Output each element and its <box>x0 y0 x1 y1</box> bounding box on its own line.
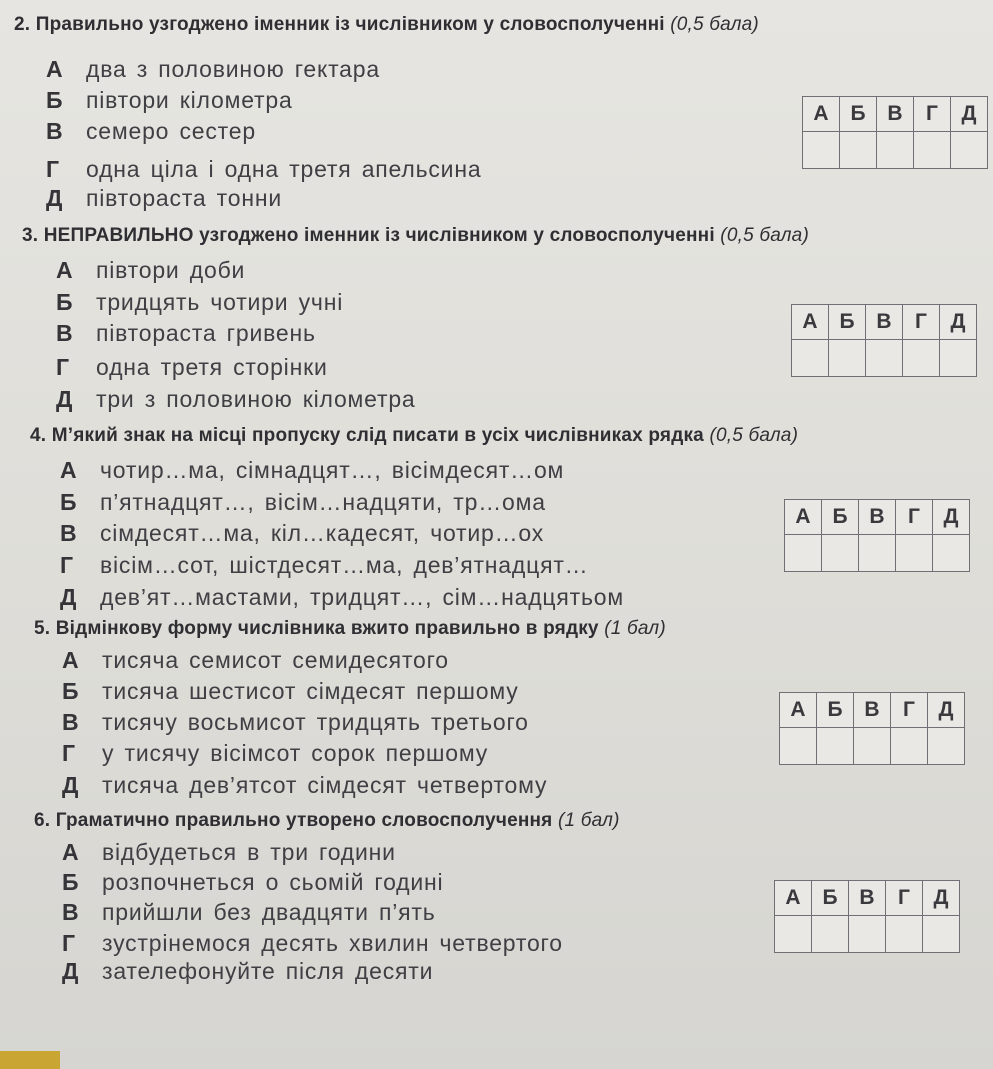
option-b <box>62 869 443 896</box>
option-text: вісім…сот, шістдесят…ма, дев’ятнадцят… <box>100 552 589 578</box>
answer-grid-header <box>785 500 970 535</box>
answer-cell[interactable] <box>951 132 988 169</box>
question-points: (0,5 бала) <box>670 14 759 35</box>
grid-letter: Б <box>840 97 877 132</box>
option-text: семеро сестер <box>86 118 256 144</box>
answer-grid-cells[interactable] <box>785 535 970 572</box>
question-text: Правильно узгоджено іменник із числівником у словосполученні <box>35 14 665 35</box>
option-text: п’ятнадцят…, вісім…надцяти, тр…ома <box>100 489 546 515</box>
question-number: 3. <box>22 225 39 246</box>
option-letter: Г <box>56 354 70 380</box>
question-points: (0,5 бала) <box>709 425 799 446</box>
option-text: півтораста гривень <box>96 320 316 346</box>
option-text: півтори кілометра <box>86 87 293 113</box>
option-a <box>60 457 564 484</box>
answer-cell[interactable] <box>923 916 960 953</box>
grid-letter: Г <box>914 97 951 132</box>
option-text: у тисячу вісімсот сорок першому <box>102 740 489 766</box>
answer-cell[interactable] <box>928 728 965 765</box>
option-letter: А <box>62 839 80 865</box>
option-b <box>62 678 519 705</box>
grid-letter: Б <box>812 881 849 916</box>
answer-cell[interactable] <box>859 535 896 572</box>
option-v <box>46 118 256 145</box>
option-text: сімдесят…ма, кіл…кадесят, чотир…ох <box>100 520 545 546</box>
option-text: тисячу восьмисот тридцять третього <box>102 709 529 735</box>
option-text: три з половиною кілометра <box>96 386 416 412</box>
answer-cell[interactable] <box>785 535 822 572</box>
option-text: зустрінемося десять хвилин четвертого <box>102 930 563 956</box>
answer-grid-header <box>775 881 960 916</box>
option-text: чотир…ма, сімнадцят…, вісімдесят…ом <box>100 457 565 483</box>
answer-cell[interactable] <box>803 132 840 169</box>
option-a <box>62 647 449 674</box>
answer-grid-cells[interactable] <box>780 728 965 765</box>
answer-grid-header <box>803 97 988 132</box>
option-text: дев’ят…мастами, тридцят…, сім…надцятьом <box>100 584 624 610</box>
option-h <box>56 354 328 381</box>
answer-grid-cells[interactable] <box>775 916 960 953</box>
option-a <box>46 56 380 83</box>
answer-cell[interactable] <box>914 132 951 169</box>
grid-letter: Г <box>903 305 940 340</box>
option-text: одна третя сторінки <box>96 354 328 380</box>
option-a <box>56 257 245 284</box>
answer-cell[interactable] <box>829 340 866 377</box>
option-letter: В <box>62 899 80 925</box>
option-h <box>46 156 481 183</box>
option-letter: А <box>60 457 78 483</box>
answer-grid <box>802 96 988 169</box>
option-text: одна ціла і одна третя апельсина <box>86 156 482 182</box>
option-text: два з половиною гектара <box>86 56 380 82</box>
question-title <box>14 14 759 36</box>
option-d <box>56 386 416 413</box>
grid-letter: Г <box>896 500 933 535</box>
answer-cell[interactable] <box>822 535 859 572</box>
question-title <box>34 810 620 832</box>
option-letter: Б <box>60 489 78 515</box>
answer-cell[interactable] <box>812 916 849 953</box>
grid-letter: Б <box>817 693 854 728</box>
option-letter: Д <box>60 584 78 610</box>
answer-grid-header <box>780 693 965 728</box>
grid-letter: В <box>866 305 903 340</box>
answer-cell[interactable] <box>866 340 903 377</box>
option-h <box>62 930 563 957</box>
grid-letter: А <box>780 693 817 728</box>
answer-cell[interactable] <box>849 916 886 953</box>
question-number: 4. <box>30 425 47 446</box>
grid-letter: Д <box>951 97 988 132</box>
answer-cell[interactable] <box>840 132 877 169</box>
option-letter: Д <box>46 185 64 211</box>
answer-cell[interactable] <box>933 535 970 572</box>
option-letter: Г <box>62 930 76 956</box>
option-text: тисяча семисот семидесятого <box>102 647 449 673</box>
option-text: тисяча дев’ятсот сімдесят четвертому <box>102 772 548 798</box>
grid-letter: В <box>877 97 914 132</box>
option-a <box>62 839 396 866</box>
option-letter: В <box>62 709 80 735</box>
option-text: півтораста тонни <box>86 185 283 211</box>
grid-letter: В <box>849 881 886 916</box>
answer-grid-header <box>792 305 977 340</box>
question-text: узгоджено іменник із числівником у словосполученні <box>199 225 715 246</box>
option-letter: Б <box>46 87 64 113</box>
option-letter: В <box>60 520 78 546</box>
option-v <box>62 709 529 736</box>
grid-letter: Г <box>886 881 923 916</box>
answer-cell[interactable] <box>817 728 854 765</box>
question-number: 2. <box>14 14 31 35</box>
grid-letter: В <box>854 693 891 728</box>
option-text: прийшли без двадцяти п’ять <box>102 899 436 925</box>
grid-letter: Д <box>940 305 977 340</box>
answer-grid <box>779 692 965 765</box>
option-letter: Б <box>62 869 80 895</box>
grid-letter: Д <box>923 881 960 916</box>
option-h <box>62 740 488 767</box>
grid-letter: А <box>803 97 840 132</box>
answer-cell[interactable] <box>903 340 940 377</box>
option-letter: Д <box>62 772 80 798</box>
option-letter: Г <box>46 156 60 182</box>
question-points: (1 бал) <box>557 810 620 831</box>
question-points: (0,5 бала) <box>720 225 809 246</box>
question-title <box>34 618 666 640</box>
option-d <box>62 772 547 799</box>
option-letter: Г <box>60 552 74 578</box>
answer-cell[interactable] <box>775 916 812 953</box>
grid-letter: Д <box>928 693 965 728</box>
answer-grid <box>784 499 970 572</box>
answer-grid <box>774 880 960 953</box>
question-text: Граматично правильно утворено словосполучення <box>55 810 553 831</box>
answer-grid <box>791 304 977 377</box>
question-number: 6. <box>34 810 51 831</box>
option-b <box>46 87 293 114</box>
option-text: тридцять чотири учні <box>96 289 344 315</box>
option-letter: А <box>62 647 80 673</box>
answer-cell[interactable] <box>792 340 829 377</box>
option-letter: В <box>46 118 64 144</box>
answer-grid-cells[interactable] <box>803 132 988 169</box>
answer-cell[interactable] <box>886 916 923 953</box>
option-v <box>62 899 436 926</box>
option-d <box>60 584 624 611</box>
grid-letter: Б <box>829 305 866 340</box>
option-letter: Г <box>62 740 76 766</box>
option-h <box>60 552 588 579</box>
option-b <box>56 289 343 316</box>
option-letter: Д <box>56 386 74 412</box>
question-text: Відмінкову форму числівника вжито правильно в рядку <box>55 618 599 639</box>
option-d <box>62 958 433 985</box>
question-title <box>22 225 809 247</box>
question-text: М’який знак на місці пропуску слід писати в усіх числівниках рядка <box>51 425 704 446</box>
option-v <box>56 320 316 347</box>
question-points: (1 бал) <box>604 618 666 639</box>
option-v <box>60 520 544 547</box>
answer-grid-cells[interactable] <box>792 340 977 377</box>
option-text: півтори доби <box>96 257 246 283</box>
option-letter: Д <box>62 958 80 984</box>
option-text: розпочнеться о сьомій годині <box>102 869 444 895</box>
answer-cell[interactable] <box>877 132 914 169</box>
option-text: відбудеться в три години <box>102 839 396 865</box>
question-number: 5. <box>34 618 51 639</box>
grid-letter: Б <box>822 500 859 535</box>
option-text: зателефонуйте після десяти <box>102 958 434 984</box>
answer-cell[interactable] <box>780 728 817 765</box>
corner-strip <box>0 1051 60 1069</box>
grid-letter: В <box>859 500 896 535</box>
answer-cell[interactable] <box>891 728 928 765</box>
question-title <box>30 425 798 447</box>
option-letter: Б <box>62 678 80 704</box>
option-letter: В <box>56 320 74 346</box>
option-letter: Б <box>56 289 74 315</box>
option-text: тисяча шестисот сімдесят першому <box>102 678 519 704</box>
grid-letter: А <box>792 305 829 340</box>
option-letter: А <box>56 257 74 283</box>
grid-letter: А <box>785 500 822 535</box>
grid-letter: Д <box>933 500 970 535</box>
option-d <box>46 185 282 212</box>
option-letter: А <box>46 56 64 82</box>
option-b <box>60 489 546 516</box>
answer-cell[interactable] <box>896 535 933 572</box>
question-caps-word: НЕПРАВИЛЬНО <box>43 225 194 246</box>
grid-letter: А <box>775 881 812 916</box>
grid-letter: Г <box>891 693 928 728</box>
answer-cell[interactable] <box>940 340 977 377</box>
answer-cell[interactable] <box>854 728 891 765</box>
